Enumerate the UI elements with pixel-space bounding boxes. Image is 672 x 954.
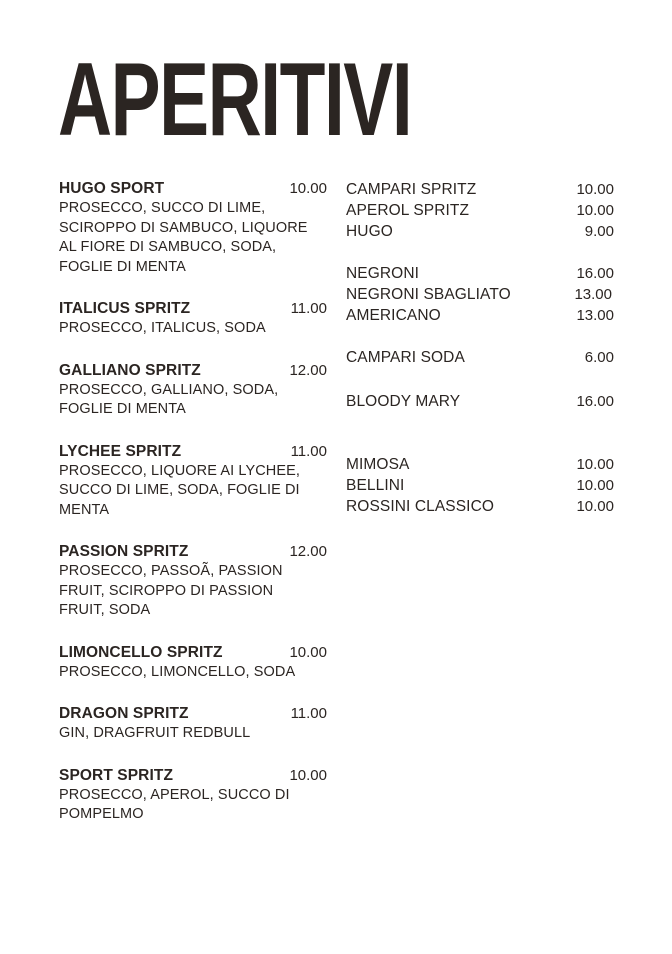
menu-row [346,305,614,326]
item-name: HUGO [346,223,393,240]
item-description: PROSECCO, SUCCO DI LIME, SCIROPPO DI SAMBUCO, LIQUORE AL FIORE DI SAMBUCO, SODA, FOGLIE DI MENTA [59,200,308,275]
item-description: PROSECCO, LIQUORE AI LYCHEE, SUCCO DI LIME, SODA, FOGLIE DI MENTA [59,462,301,518]
item-name: ITALICUS SPRITZ [59,300,191,317]
item-name: BELLINI [346,477,405,494]
menu-item [59,643,327,683]
menu-group [346,263,614,326]
menu-row [346,347,614,368]
item-name: HUGO SPORT [59,180,165,197]
item-name: ROSSINI CLASSICO [346,498,495,515]
item-name: CAMPARI SODA [346,349,465,366]
menu-group [346,391,614,412]
menu-row [346,284,612,305]
item-name: MIMOSA [346,456,410,473]
item-description: PROSECCO, LIMONCELLO, SODA [59,663,296,680]
item-name: GALLIANO SPRITZ [59,361,201,379]
item-price: 10.00 [289,180,327,197]
item-price: 10.00 [289,766,327,784]
item-description: PROSECCO, GALLIANO, SODA, FOGLIE DI MENTA [59,381,279,417]
item-price: 6.00 [584,349,614,366]
menu-group [346,347,614,368]
menu-item [59,542,327,621]
item-name: CAMPARI SPRITZ [346,181,477,198]
item-name: LIMONCELLO SPRITZ [59,643,223,661]
item-price: 11.00 [290,705,327,722]
menu-item [59,442,327,521]
menu-row [346,391,614,412]
menu-item [59,179,327,277]
item-price: 12.00 [289,543,327,560]
item-name: PASSION SPRITZ [59,543,189,560]
item-price: 16.00 [576,265,614,282]
item-price: 13.00 [576,307,614,324]
left-menu-column [59,179,327,825]
item-name: AMERICANO [346,307,441,324]
menu-group [346,179,614,242]
item-price: 10.00 [576,202,614,219]
menu-row [346,200,614,221]
item-name: BLOODY MARY [346,393,461,410]
item-price: 10.00 [289,643,327,661]
menu-row [346,221,614,242]
item-description: PROSECCO, ITALICUS, SODA [59,320,266,336]
item-name: SPORT SPRITZ [59,766,174,784]
item-price: 11.00 [290,442,327,460]
menu-row [346,454,614,475]
menu-item [59,704,327,744]
item-price: 13.00 [574,286,612,303]
menu-row [346,263,614,284]
menu-row [346,475,614,496]
item-description: GIN, DRAGFRUIT REDBULL [59,725,251,741]
item-description: PROSECCO, PASSOÃ, PASSION FRUIT, SCIROPPO DI PASSION FRUIT, SODA [59,563,283,618]
menu-item [59,766,327,825]
item-price: 16.00 [576,393,614,410]
item-name: NEGRONI [346,265,420,282]
item-name: DRAGON SPRITZ [59,705,189,722]
item-description: PROSECCO, APEROL, SUCCO DI POMPELMO [59,786,290,822]
menu-item [59,361,327,420]
item-name: APEROL SPRITZ [346,202,470,219]
item-name: NEGRONI SBAGLIATO [346,286,511,303]
item-name: LYCHEE SPRITZ [59,442,182,460]
page-title: APERITIVI [58,42,412,158]
item-price: 10.00 [576,181,614,198]
menu-item [59,299,327,339]
item-price: 11.00 [290,300,327,317]
right-menu-column [346,179,614,517]
menu-row [346,496,614,517]
item-price: 10.00 [576,456,614,473]
item-price: 10.00 [576,477,614,494]
item-price: 10.00 [576,498,614,515]
item-price: 9.00 [584,223,614,240]
item-price: 12.00 [289,361,327,379]
menu-row [346,179,614,200]
menu-group [346,454,614,517]
